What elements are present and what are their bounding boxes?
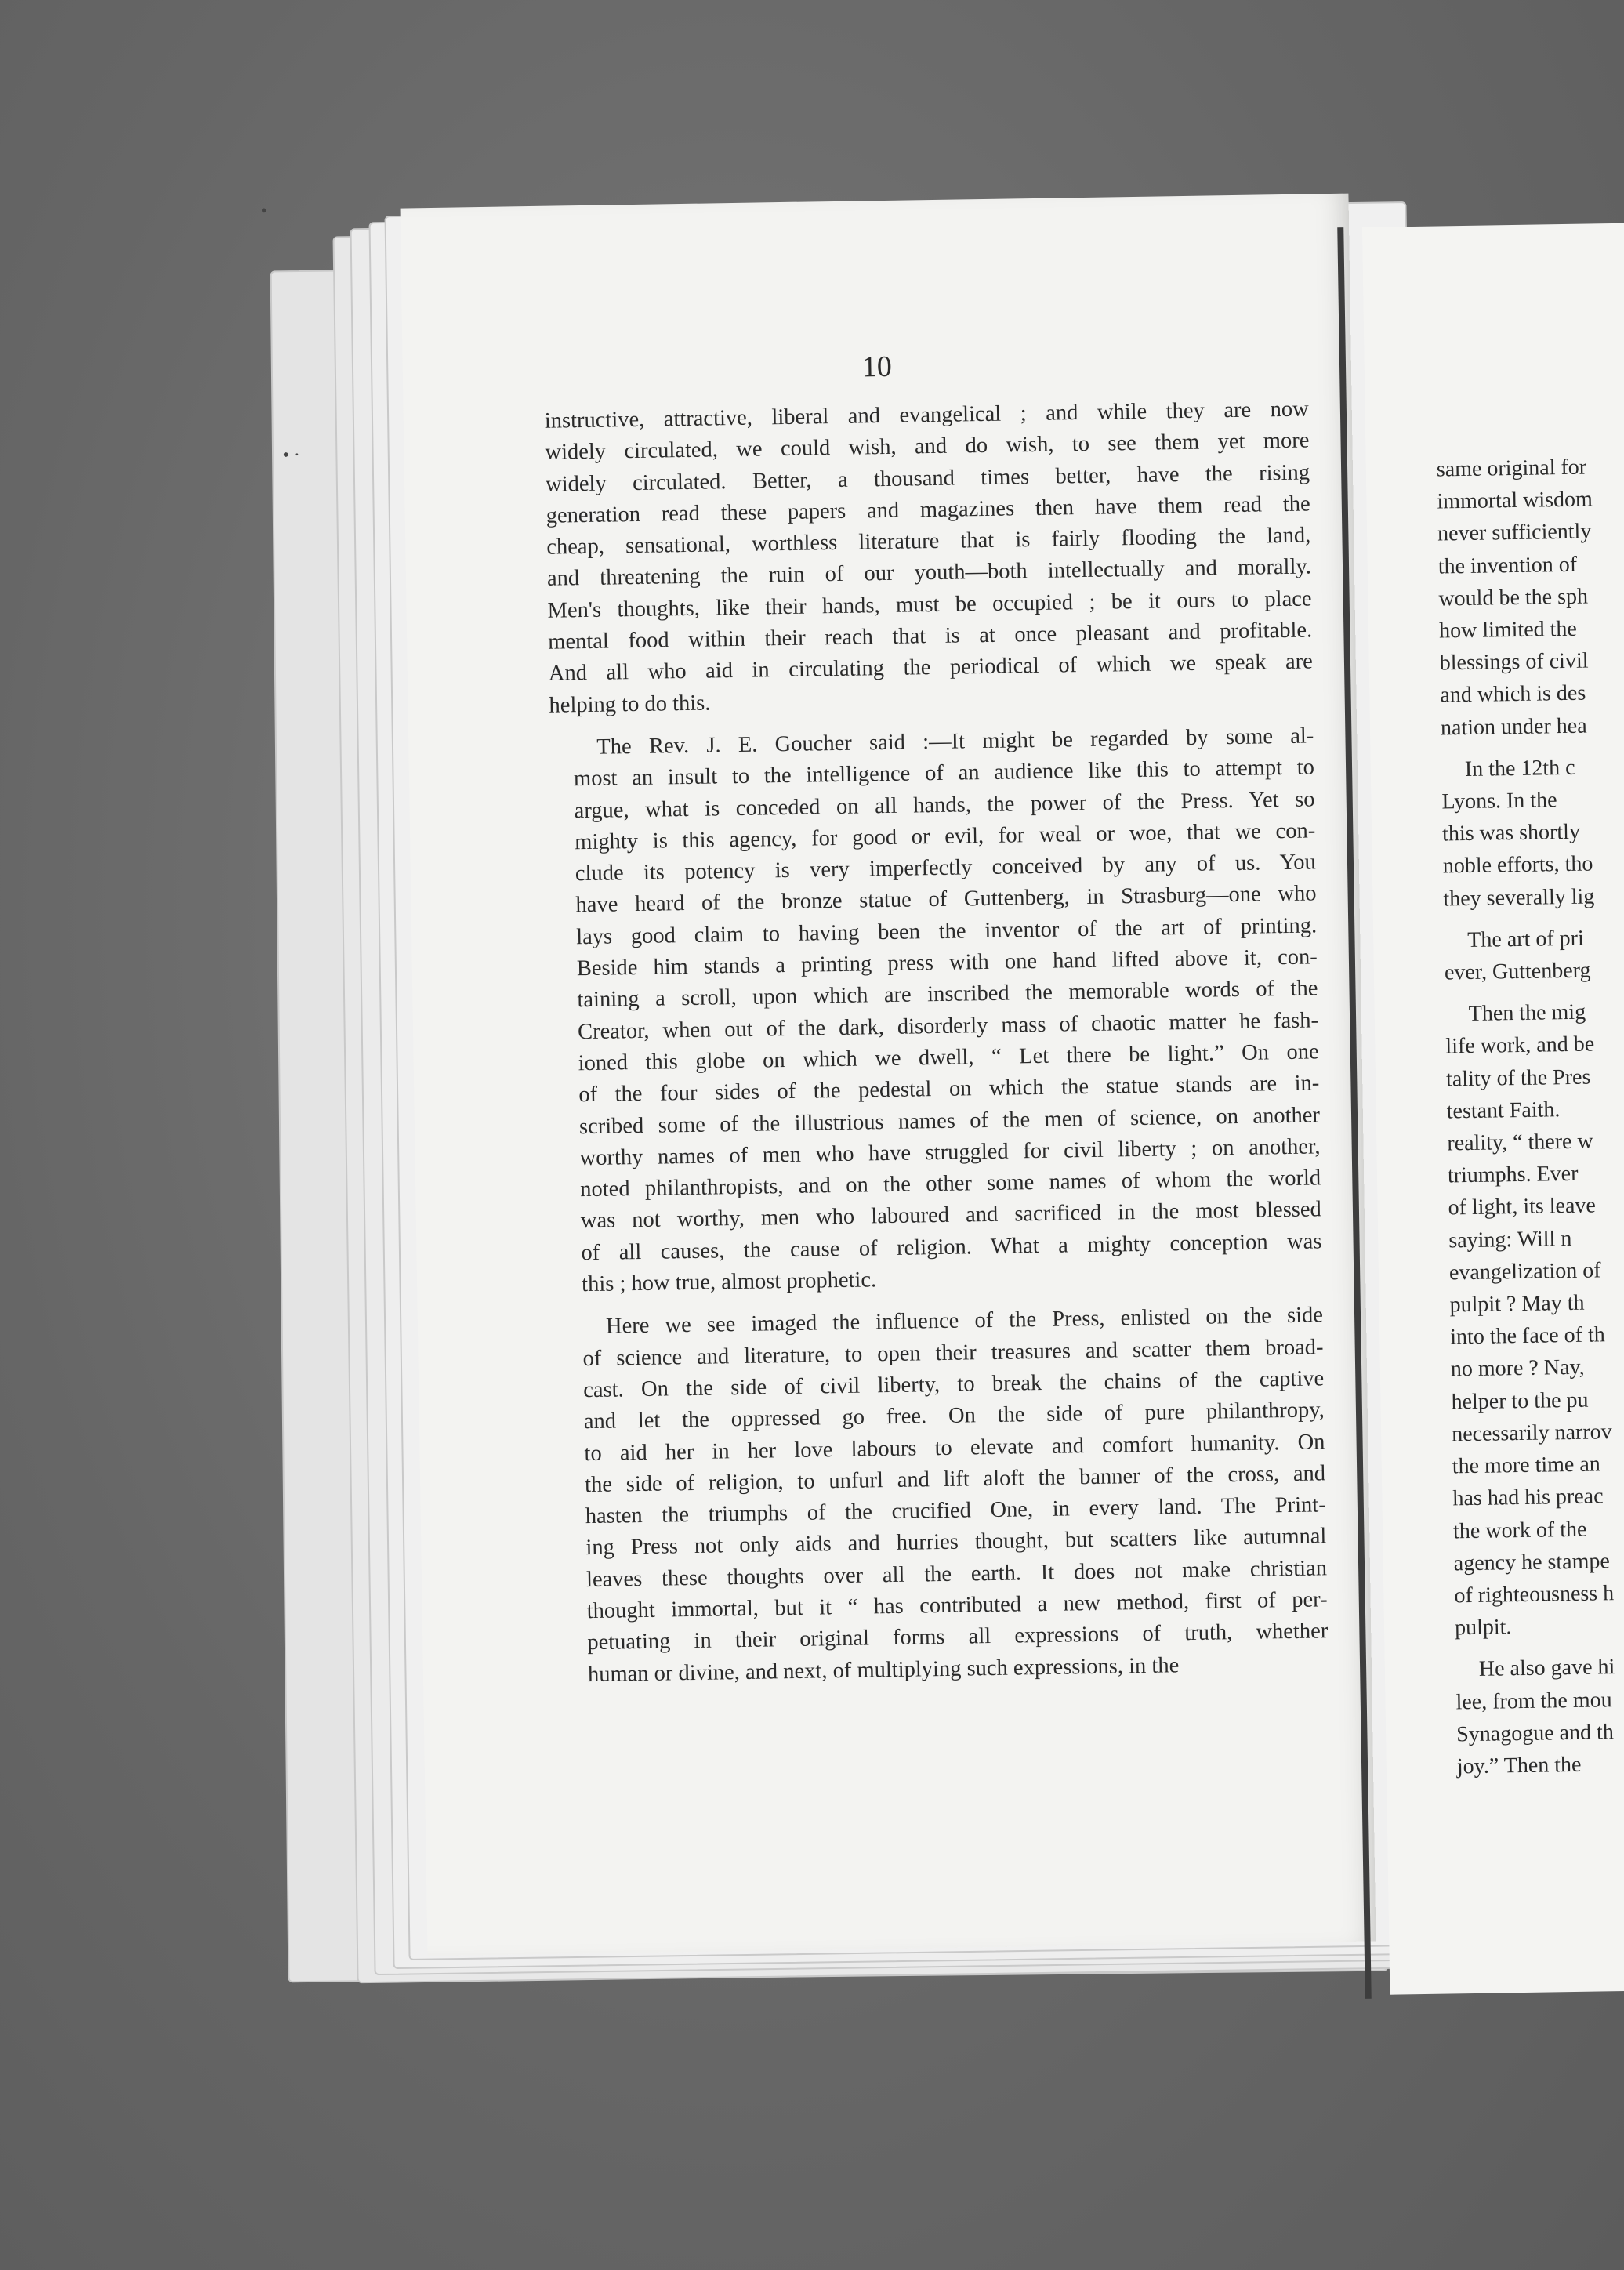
text-line: Creator, when out of the dark, disorderly mass of chaotic matter he fash- (577, 1008, 1319, 1044)
text-line: life work, and be (1445, 1032, 1595, 1059)
text-line: widely circulated. Better, a thousand times better, have the rising (545, 460, 1310, 497)
text-line: pulpit. (1454, 1615, 1512, 1641)
text-line: into the face of th (1450, 1322, 1605, 1350)
text-line: would be the sph (1438, 584, 1589, 611)
text-line: to aid her in her love labours to elevate and comfort humanity. On (584, 1429, 1325, 1466)
text-line: ioned this globe on which we dwell, “ Let there be light.” On one (578, 1039, 1319, 1076)
text-line: and let the oppressed go free. On the side of pure philanthropy, (583, 1398, 1325, 1434)
text-line: thought immortal, but it “ has contributed a new method, first of per- (586, 1587, 1328, 1624)
text-line: of all causes, the cause of religion. What a mighty conception was (581, 1229, 1322, 1265)
text-line: agency he stampe (1453, 1548, 1611, 1576)
text-line: Men's thoughts, like their hands, must be occupied ; be it ours to place (547, 586, 1312, 623)
text-line: the more time an (1452, 1452, 1601, 1479)
text-line: lays good claim to having been the inventor of the art of printing. (575, 913, 1318, 949)
text-line: And all who aid in circulating the periodical of which we speak are (548, 649, 1314, 687)
paragraph (1437, 449, 1624, 744)
text-line: noted philanthropists, and on the other some names of whom the world (580, 1166, 1321, 1202)
text-line: scribed some of the illustrious names of the men of science, on another (578, 1102, 1321, 1139)
text-line: lee, from the mou (1455, 1687, 1612, 1714)
paragraph (1441, 749, 1624, 915)
text-line: The art of pri (1467, 926, 1585, 952)
paragraph (1445, 995, 1624, 1644)
text-line: pulpit ? May th (1449, 1290, 1585, 1318)
paragraph (559, 1300, 1329, 1692)
text-line: was not worthy, men who laboured and sacrificed in the most blessed (580, 1197, 1322, 1234)
text-line: The Rev. J. E. Goucher said :—It might be regarded by some al- (596, 723, 1314, 760)
left-page (260, 194, 1376, 1956)
text-line: of the four sides of the pedestal on which the statue stands are in- (578, 1071, 1320, 1108)
text-line: tality of the Pres (1445, 1064, 1591, 1092)
text-line: testant Faith. (1446, 1097, 1561, 1124)
text-line: reality, “ there w (1447, 1129, 1593, 1156)
text-line: has had his preac (1452, 1484, 1604, 1511)
speck-mark: • (260, 201, 268, 222)
paragraph (545, 393, 1314, 721)
text-line: saying: Will n (1448, 1226, 1572, 1253)
text-line: human or divine, and next, of multiplying such expressions, in the (587, 1652, 1180, 1687)
text-line: ever, Guttenberg (1444, 958, 1591, 985)
text-line: worthy names of men who have struggled for civil liberty ; on another, (579, 1134, 1321, 1171)
text-line: argue, what is conceded on all hands, the power of the Press. Yet so (574, 786, 1315, 823)
text-line: nation under hea (1440, 713, 1587, 741)
text-line: Here we see imaged the influence of the Press, enlisted on the side (605, 1303, 1324, 1340)
text-line: this ; how true, almost prophetic. (581, 1267, 877, 1297)
text-line: helping to do this. (549, 691, 711, 718)
text-line: leaves these thoughts over all the earth. It does not make christian (585, 1555, 1328, 1592)
paragraph (549, 720, 1322, 1301)
text-line: mental food within their reach that is at once pleasant and profitable. (548, 618, 1313, 655)
text-line: of light, its leave (1448, 1193, 1597, 1220)
text-line: ing Press not only aids and hurries thought, but scatters like autumnal (585, 1524, 1327, 1561)
text-line: instructive, attractive, liberal and evangelical ; and while they are now (544, 397, 1309, 433)
text-line: Synagogue and th (1455, 1719, 1615, 1747)
text-line: Lyons. In the (1441, 788, 1557, 814)
text-line: of science and literature, to open their treasures and scatter them broad- (582, 1334, 1324, 1371)
right-page (1362, 223, 1624, 1994)
text-line: necessarily narrov (1451, 1420, 1612, 1447)
text-line: joy.” Then the (1456, 1752, 1582, 1779)
text-line: taining a scroll, upon which are inscribed the memorable words of the (577, 976, 1318, 1013)
text-line: never sufficiently (1437, 519, 1592, 546)
text-line: hasten the triumphs of the crucified One, in every land. The Print- (585, 1492, 1326, 1529)
text-line: the work of the (1452, 1517, 1587, 1543)
text-line: Then the mig (1468, 999, 1586, 1027)
text-line: same original for (1436, 455, 1587, 482)
text-line: widely circulated, we could wish, and do wish, to see them yet more (545, 428, 1310, 466)
text-line: petuating in their original forms all expressions of truth, whether (587, 1619, 1329, 1655)
text-line: the invention of (1437, 552, 1578, 579)
text-line: blessings of civil (1439, 648, 1589, 676)
text-line: noble efforts, tho (1442, 851, 1593, 879)
text-line: Beside him stands a printing press with one hand lifted above it, con- (576, 945, 1318, 981)
text-line: cheap, sensational, worthless literature that is fairly flooding the land, (546, 523, 1311, 560)
text-line: immortal wisdom (1437, 487, 1593, 514)
text-line: they severally lig (1443, 884, 1595, 912)
text-line: how limited the (1438, 616, 1578, 644)
text-line: generation read these papers and magazines then have them read the (546, 491, 1310, 528)
page-number: 10 (861, 350, 893, 384)
text-line: the side of religion, to unfurl and lift aloft the banner of the cross, and (584, 1461, 1326, 1497)
text-line: He also gave hi (1478, 1655, 1615, 1682)
text-line: and which is des (1440, 681, 1586, 708)
speck-mark: • · (282, 444, 301, 466)
text-line: this was shortly (1441, 819, 1581, 847)
text-line: no more ? Nay, (1450, 1355, 1585, 1382)
right-page-body (1437, 449, 1624, 1792)
paragraph (1444, 920, 1624, 989)
paragraph (1455, 1649, 1624, 1782)
text-line: of righteousness h (1454, 1581, 1615, 1608)
text-line: evangelization of (1448, 1258, 1601, 1285)
text-line: most an insult to the intelligence of an audience like this to attempt to (573, 755, 1315, 792)
left-page-body (545, 393, 1329, 1702)
text-line: have heard of the bronze statue of Guttenberg, in Strasburg—one who (575, 881, 1317, 918)
text-line: In the 12th c (1464, 755, 1575, 781)
text-line: mighty is this agency, for good or evil, for weal or woe, that we con- (575, 818, 1316, 855)
text-line: cast. On the side of civil liberty, to break the chains of the captive (583, 1366, 1325, 1403)
text-line: helper to the pu (1451, 1387, 1589, 1415)
text-line: clude its potency is very imperfectly conceived by any of us. You (575, 850, 1317, 887)
text-line: triumphs. Ever (1447, 1162, 1579, 1188)
text-line: and threatening the ruin of our youth—both intellectually and morally. (546, 554, 1312, 592)
